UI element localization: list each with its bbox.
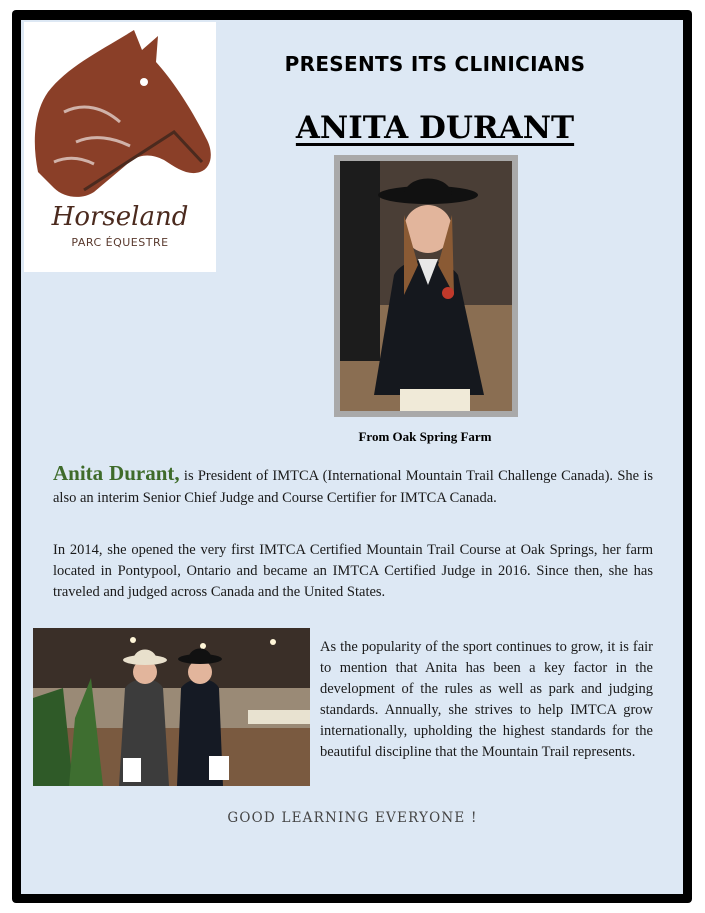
closing-message: GOOD LEARNING EVERYONE ! <box>227 810 478 826</box>
judges-photo <box>33 628 310 786</box>
horseland-logo <box>24 22 216 272</box>
bio-name-highlight: Anita Durant, <box>53 461 180 485</box>
bio-paragraph-1 <box>53 462 653 509</box>
bio-paragraph-1-text: is President of IMTCA (International Mountain Trail Challenge Canada). She is also an interim Senior Chief Judge and Course Certifier for IMTCA Canada. <box>53 468 653 506</box>
clinician-name-title: ANITA DURANT <box>295 110 575 146</box>
portrait-caption: From Oak Spring Farm <box>358 429 492 444</box>
clinician-portrait <box>334 155 518 417</box>
logo-subtitle: PARC ÉQUESTRE <box>71 236 169 249</box>
horse-head-icon <box>24 22 216 272</box>
logo-name: Horseland <box>51 202 189 232</box>
bio-paragraph-3: As the popularity of the sport continues to grow, it is fair to mention that Anita has been a key factor in the development of the rules as well as park and judging standards. Annually, she strives to help IMTCA grow internationally, upholding the highest standards for the beautiful discipline that the Mountain Trail represents. <box>320 639 653 760</box>
bio-paragraph-2: In 2014, she opened the very first IMTCA Certified Mountain Trail Course at Oak Springs, her farm located in Pontypool, Ontario and became an IMTCA Certified Judge in 2016. Since then, she has traveled and judged across Canada and the United States. <box>53 542 653 600</box>
presents-heading: PRESENTS ITS CLINICIANS <box>284 52 586 76</box>
